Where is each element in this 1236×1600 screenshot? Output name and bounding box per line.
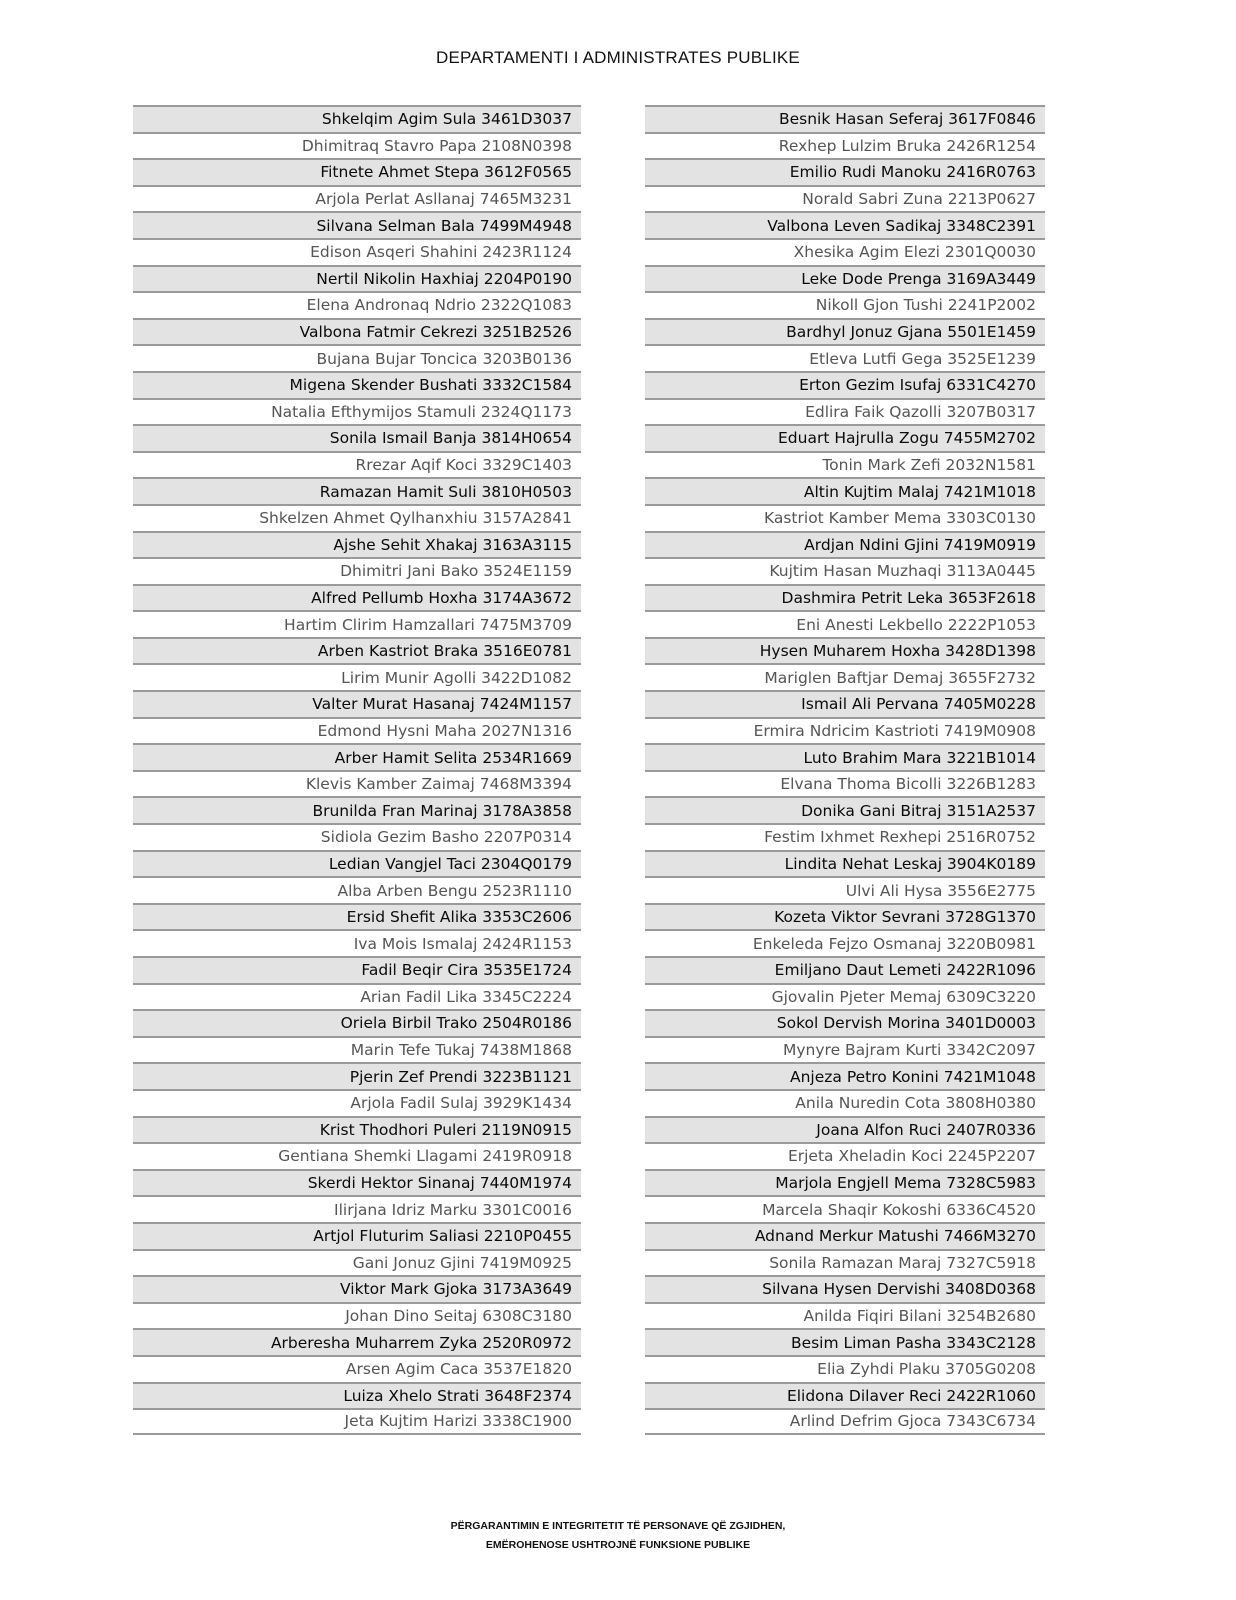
page-title: DEPARTAMENTI I ADMINISTRATES PUBLIKE	[436, 48, 800, 67]
list-item: Donika Gani Bitraj 3151A2537	[645, 796, 1045, 823]
list-item: Valbona Leven Sadikaj 3348C2391	[645, 211, 1045, 238]
list-item: Ramazan Hamit Suli 3810H0503	[133, 477, 581, 504]
list-item: Ilirjana Idriz Marku 3301C0016	[133, 1195, 581, 1222]
list-item: Ersid Shefit Alika 3353C2606	[133, 903, 581, 930]
list-item: Emilio Rudi Manoku 2416R0763	[645, 158, 1045, 185]
list-item: Alba Arben Bengu 2523R1110	[133, 876, 581, 903]
list-item: Jeta Kujtim Harizi 3338C1900	[133, 1408, 581, 1435]
list-item: Xhesika Agim Elezi 2301Q0030	[645, 238, 1045, 265]
list-item: Kastriot Kamber Mema 3303C0130	[645, 504, 1045, 531]
list-item: Mariglen Baftjar Demaj 3655F2732	[645, 663, 1045, 690]
list-item: Marjola Engjell Mema 7328C5983	[645, 1169, 1045, 1196]
list-item: Pjerin Zef Prendi 3223B1121	[133, 1062, 581, 1089]
list-item: Elidona Dilaver Reci 2422R1060	[645, 1382, 1045, 1409]
list-item: Leke Dode Prenga 3169A3449	[645, 265, 1045, 292]
list-item: Rexhep Lulzim Bruka 2426R1254	[645, 132, 1045, 159]
list-item: Marin Tefe Tukaj 7438M1868	[133, 1036, 581, 1063]
list-item: Erjeta Xheladin Koci 2245P2207	[645, 1142, 1045, 1169]
list-item: Hartim Clirim Hamzallari 7475M3709	[133, 610, 581, 637]
list-item: Oriela Birbil Trako 2504R0186	[133, 1009, 581, 1036]
list-item: Sonila Ismail Banja 3814H0654	[133, 424, 581, 451]
list-item: Gani Jonuz Gjini 7419M0925	[133, 1249, 581, 1276]
list-item: Arsen Agim Caca 3537E1820	[133, 1355, 581, 1382]
list-item: Rrezar Aqif Koci 3329C1403	[133, 451, 581, 478]
list-item: Eni Anesti Lekbello 2222P1053	[645, 610, 1045, 637]
list-item: Shkelqim Agim Sula 3461D3037	[133, 105, 581, 132]
list-item: Nikoll Gjon Tushi 2241P2002	[645, 291, 1045, 318]
list-item: Ulvi Ali Hysa 3556E2775	[645, 876, 1045, 903]
list-item: Emiljano Daut Lemeti 2422R1096	[645, 956, 1045, 983]
list-item: Elvana Thoma Bicolli 3226B1283	[645, 770, 1045, 797]
list-item: Erton Gezim Isufaj 6331C4270	[645, 371, 1045, 398]
list-item: Tonin Mark Zefi 2032N1581	[645, 451, 1045, 478]
list-item: Alfred Pellumb Hoxha 3174A3672	[133, 584, 581, 611]
list-item: Bujana Bujar Toncica 3203B0136	[133, 344, 581, 371]
list-item: Edlira Faik Qazolli 3207B0317	[645, 398, 1045, 425]
list-item: Anila Nuredin Cota 3808H0380	[645, 1089, 1045, 1116]
list-item: Eduart Hajrulla Zogu 7455M2702	[645, 424, 1045, 451]
list-item: Arber Hamit Selita 2534R1669	[133, 743, 581, 770]
list-item: Skerdi Hektor Sinanaj 7440M1974	[133, 1169, 581, 1196]
list-item: Enkeleda Fejzo Osmanaj 3220B0981	[645, 929, 1045, 956]
list-item: Migena Skender Bushati 3332C1584	[133, 371, 581, 398]
footer-line-2: EMËROHENOSE USHTROJNË FUNKSIONE PUBLIKE	[485, 1539, 751, 1551]
list-item: Klevis Kamber Zaimaj 7468M3394	[133, 770, 581, 797]
list-item: Silvana Selman Bala 7499M4948	[133, 211, 581, 238]
list-item: Ardjan Ndini Gjini 7419M0919	[645, 531, 1045, 558]
list-item: Elia Zyhdi Plaku 3705G0208	[645, 1355, 1045, 1382]
list-item: Artjol Fluturim Saliasi 2210P0455	[133, 1222, 581, 1249]
list-item: Dhimitraq Stavro Papa 2108N0398	[133, 132, 581, 159]
list-item: Luiza Xhelo Strati 3648F2374	[133, 1382, 581, 1409]
list-item: Fitnete Ahmet Stepa 3612F0565	[133, 158, 581, 185]
list-item: Anjeza Petro Konini 7421M1048	[645, 1062, 1045, 1089]
list-item: Ledian Vangjel Taci 2304Q0179	[133, 850, 581, 877]
right-name-list	[645, 105, 1045, 1435]
list-item: Edison Asqeri Shahini 2423R1124	[133, 238, 581, 265]
list-item: Adnand Merkur Matushi 7466M3270	[645, 1222, 1045, 1249]
list-item: Arlind Defrim Gjoca 7343C6734	[645, 1408, 1045, 1435]
list-item: Besim Liman Pasha 3343C2128	[645, 1328, 1045, 1355]
footer	[0, 1517, 1236, 1555]
list-item: Sokol Dervish Morina 3401D0003	[645, 1009, 1045, 1036]
list-item: Gjovalin Pjeter Memaj 6309C3220	[645, 983, 1045, 1010]
list-item: Norald Sabri Zuna 2213P0627	[645, 185, 1045, 212]
list-item: Edmond Hysni Maha 2027N1316	[133, 717, 581, 744]
list-item: Silvana Hysen Dervishi 3408D0368	[645, 1275, 1045, 1302]
list-item: Hysen Muharem Hoxha 3428D1398	[645, 637, 1045, 664]
list-item: Lirim Munir Agolli 3422D1082	[133, 663, 581, 690]
list-item: Festim Ixhmet Rexhepi 2516R0752	[645, 823, 1045, 850]
list-item: Altin Kujtim Malaj 7421M1018	[645, 477, 1045, 504]
list-item: Arberesha Muharrem Zyka 2520R0972	[133, 1328, 581, 1355]
list-item: Gentiana Shemki Llagami 2419R0918	[133, 1142, 581, 1169]
list-item: Bardhyl Jonuz Gjana 5501E1459	[645, 318, 1045, 345]
list-item: Viktor Mark Gjoka 3173A3649	[133, 1275, 581, 1302]
list-item: Sidiola Gezim Basho 2207P0314	[133, 823, 581, 850]
list-item: Elena Andronaq Ndrio 2322Q1083	[133, 291, 581, 318]
list-item: Marcela Shaqir Kokoshi 6336C4520	[645, 1195, 1045, 1222]
list-item: Etleva Lutfi Gega 3525E1239	[645, 344, 1045, 371]
list-item: Dashmira Petrit Leka 3653F2618	[645, 584, 1045, 611]
list-item: Fadil Beqir Cira 3535E1724	[133, 956, 581, 983]
list-item: Krist Thodhori Puleri 2119N0915	[133, 1116, 581, 1143]
list-item: Sonila Ramazan Maraj 7327C5918	[645, 1249, 1045, 1276]
list-item: Dhimitri Jani Bako 3524E1159	[133, 557, 581, 584]
footer-line-1: PËRGARANTIMIN E INTEGRITETIT TË PERSONAVE QË ZGJIDHEN,	[450, 1520, 786, 1532]
list-item: Joana Alfon Ruci 2407R0336	[645, 1116, 1045, 1143]
list-item: Natalia Efthymijos Stamuli 2324Q1173	[133, 398, 581, 425]
list-item: Shkelzen Ahmet Qylhanxhiu 3157A2841	[133, 504, 581, 531]
left-name-list	[133, 105, 581, 1435]
list-item: Brunilda Fran Marinaj 3178A3858	[133, 796, 581, 823]
list-item: Valbona Fatmir Cekrezi 3251B2526	[133, 318, 581, 345]
list-item: Arjola Perlat Asllanaj 7465M3231	[133, 185, 581, 212]
list-item: Arjola Fadil Sulaj 3929K1434	[133, 1089, 581, 1116]
list-item: Iva Mois Ismalaj 2424R1153	[133, 929, 581, 956]
list-item: Ismail Ali Pervana 7405M0228	[645, 690, 1045, 717]
list-item: Luto Brahim Mara 3221B1014	[645, 743, 1045, 770]
list-item: Johan Dino Seitaj 6308C3180	[133, 1302, 581, 1329]
list-item: Valter Murat Hasanaj 7424M1157	[133, 690, 581, 717]
list-item: Kozeta Viktor Sevrani 3728G1370	[645, 903, 1045, 930]
list-item: Nertil Nikolin Haxhiaj 2204P0190	[133, 265, 581, 292]
list-item: Ajshe Sehit Xhakaj 3163A3115	[133, 531, 581, 558]
list-item: Kujtim Hasan Muzhaqi 3113A0445	[645, 557, 1045, 584]
list-item: Anilda Fiqiri Bilani 3254B2680	[645, 1302, 1045, 1329]
list-item: Arben Kastriot Braka 3516E0781	[133, 637, 581, 664]
list-item: Mynyre Bajram Kurti 3342C2097	[645, 1036, 1045, 1063]
list-item: Ermira Ndricim Kastrioti 7419M0908	[645, 717, 1045, 744]
list-item: Lindita Nehat Leskaj 3904K0189	[645, 850, 1045, 877]
list-item: Besnik Hasan Seferaj 3617F0846	[645, 105, 1045, 132]
list-item: Arian Fadil Lika 3345C2224	[133, 983, 581, 1010]
